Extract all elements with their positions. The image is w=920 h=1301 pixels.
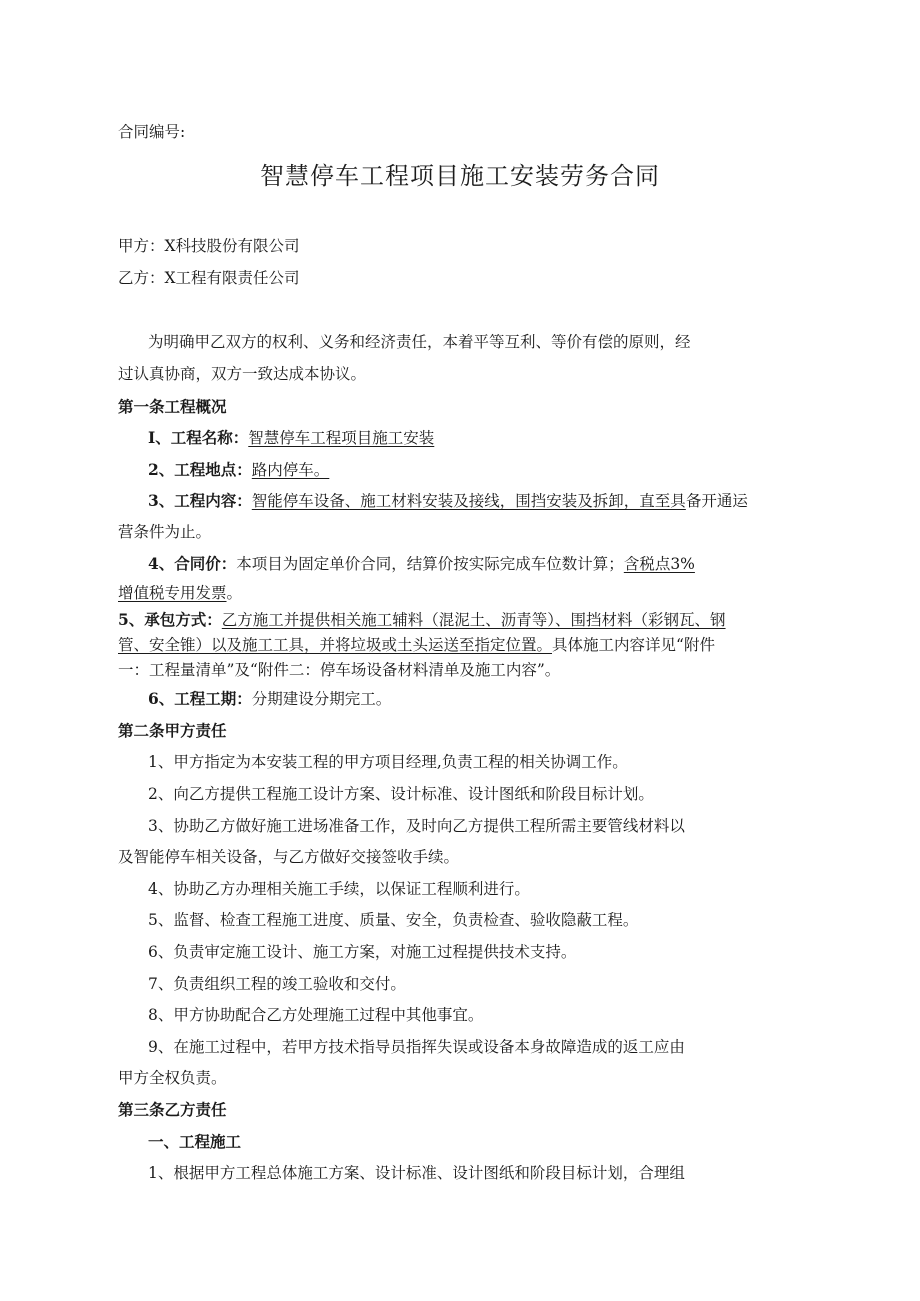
party-a: 甲方：X科技股份有限公司 — [118, 237, 300, 255]
article-2-item-1: 1、甲方指定为本安装工程的甲方项目经理,负责工程的相关协调工作。 — [148, 753, 628, 771]
item-label: 4、合同价： — [148, 554, 237, 573]
article-1-item-4-cont — [118, 583, 242, 603]
article-3-heading: 第三条乙方责任 — [118, 1100, 227, 1119]
article-1-item-2 — [148, 460, 329, 480]
item-value-underlined: 管、安全锥）以及施工工具，并将垃圾或土头运送至指定位置。 — [118, 636, 553, 654]
item-label: 3、工程内容： — [148, 491, 252, 510]
article-2-item-8: 8、甲方协助配合乙方处理施工过程中其他事宜。 — [148, 1006, 484, 1024]
preamble-line-1: 为明确甲乙双方的权利、义务和经济责任，本着平等互利、等价有偿的原则，经 — [148, 333, 691, 351]
article-1-item-3 — [148, 491, 748, 511]
article-2-item-5: 5、监督、检查工程施工进度、质量、安全，负责检查、验收隐蔽工程。 — [148, 911, 639, 929]
item-value-rest: 备开通运 — [685, 492, 748, 510]
article-2-item-3-cont: 及智能停车相关设备，与乙方做好交接签收手续。 — [118, 848, 460, 866]
article-2-item-3: 3、协助乙方做好施工进场准备工作，及时向乙方提供工程所需主要管线材料以 — [148, 817, 685, 835]
article-1-item-5-cont — [118, 635, 715, 655]
article-2-item-2: 2、向乙方提供工程施工设计方案、设计标准、设计图纸和阶段目标计划。 — [148, 785, 654, 803]
article-2-item-9: 9、在施工过程中，若甲方技术指导员指挥失误或设备本身故障造成的返工应由 — [148, 1038, 685, 1056]
item-label: 6、工程工期： — [148, 689, 252, 708]
article-1-item-1 — [148, 428, 434, 448]
party-b: 乙方：X工程有限责任公司 — [118, 269, 300, 287]
article-1-heading: 第一条工程概况 — [118, 397, 227, 416]
article-2-item-6: 6、负责审定施工设计、施工方案，对施工过程提供技术支持。 — [148, 943, 577, 961]
item-value: 分期建设分期完工。 — [251, 690, 392, 708]
item-value-underlined: 智能停车设备、施工材料安装及接线，围挡安装及拆卸，直至具 — [251, 492, 686, 510]
document-title: 智慧停车工程项目施工安装劳务合同 — [260, 162, 660, 190]
item-label: I、工程名称： — [148, 428, 249, 447]
article-1-item-6 — [148, 689, 391, 709]
item-value-underlined: 增值税专用发票 — [118, 584, 227, 602]
item-value: 智慧停车工程项目施工安装 — [248, 429, 435, 447]
article-2-item-4: 4、协助乙方办理相关施工手续，以保证工程顺利进行。 — [148, 880, 530, 898]
item-value: 本项目为固定单价合同，结算价按实际完成车位数计算； — [236, 555, 624, 573]
article-1-item-4 — [148, 554, 695, 574]
item-value-underlined: 乙方施工并提供相关施工辅料（混泥土、沥青等）、围挡材料（彩钢瓦、钢 — [221, 611, 726, 629]
item-value-underlined: 含税点3% — [623, 555, 695, 573]
article-1-item-3-cont: 营条件为止。 — [118, 523, 212, 541]
item-value-rest: 具体施工内容详见“附件 — [552, 636, 715, 654]
article-3-subheading: 一、工程施工 — [148, 1132, 242, 1151]
contract-number-label: 合同编号: — [118, 123, 186, 141]
item-value-rest: 。 — [226, 584, 243, 602]
item-value: 路内停车。 — [251, 461, 330, 479]
item-label: 5、承包方式： — [118, 610, 222, 629]
preamble-line-2: 过认真协商，双方一致达成本协议。 — [118, 365, 367, 383]
item-label: 2、工程地点： — [148, 460, 252, 479]
article-2-item-9-cont: 甲方全权负责。 — [118, 1069, 227, 1087]
article-2-item-7: 7、负责组织工程的竣工验收和交付。 — [148, 975, 406, 993]
article-1-item-5 — [118, 610, 726, 630]
article-3-item-1: 1、根据甲方工程总体施工方案、设计标准、设计图纸和阶段目标计划，合理组 — [148, 1164, 685, 1182]
article-1-item-5-cont-2: 一：工程量清单”及“附件二：停车场设备材料清单及施工内容”。 — [118, 661, 561, 679]
article-2-heading: 第二条甲方责任 — [118, 721, 227, 740]
